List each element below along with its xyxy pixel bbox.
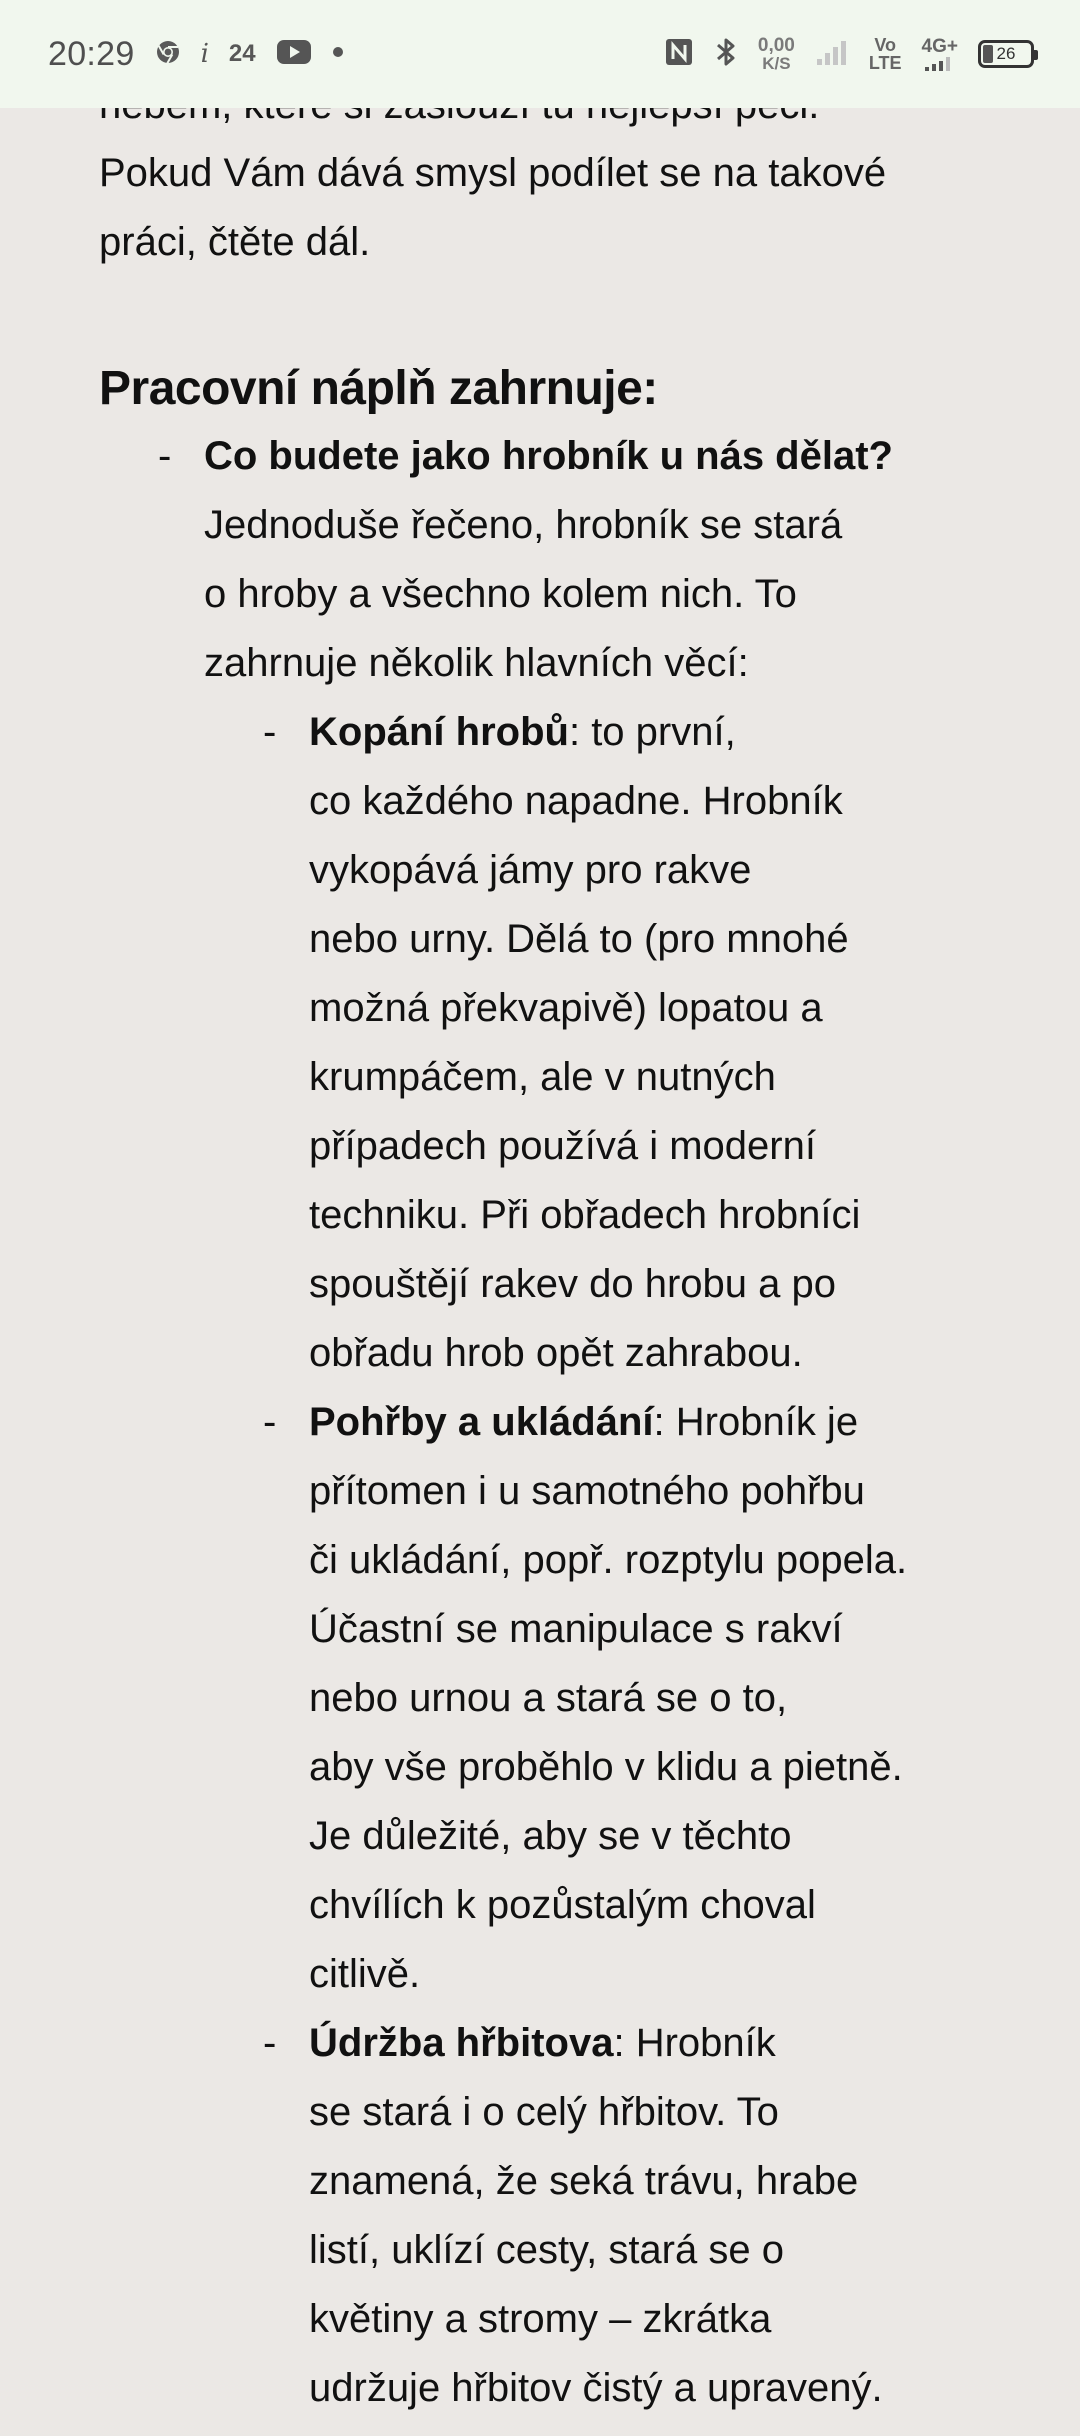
sub-list-item-text: : to první, — [568, 710, 736, 754]
dot-icon — [332, 45, 344, 63]
volte-indicator: Vo LTE — [868, 35, 902, 73]
sub-list-item-text: nebo urny. Dělá to (pro mnohé — [309, 917, 849, 961]
sub-list-item-first-line — [309, 1388, 858, 1457]
sub-list-item-text: : Hrobník je — [653, 1400, 859, 1444]
sub-list-item-title: Kopání hrobů — [309, 710, 569, 754]
sub-list-item-text: obřadu hrob opět zahrabou. — [309, 1331, 803, 1375]
intro-line: práci, čtěte dál. — [99, 220, 371, 264]
network-type: 4G+ — [922, 37, 958, 72]
section-heading: Pracovní náplň zahrnuje: — [99, 362, 658, 415]
signal-strength-icon — [923, 56, 957, 72]
battery-icon — [978, 40, 1034, 68]
list-item-title: Co budete jako hrobník u nás dělat? — [204, 434, 893, 478]
sub-list-item-text: či ukládání, popř. rozptylu popela. — [309, 1538, 908, 1582]
sub-list-item-title: Údržba hřbitova — [309, 2021, 614, 2065]
list-bullet: - — [158, 434, 172, 478]
sub-list-item-text: udržuje hřbitov čistý a upravený. — [309, 2366, 883, 2410]
list-item-text: zahrnuje několik hlavních věcí: — [204, 641, 749, 685]
notification-count: 24 — [228, 40, 256, 67]
sub-list-item-text: květiny a stromy – zkrátka — [309, 2297, 772, 2341]
sub-list-item-text: chvílích k pozůstalým choval — [309, 1883, 816, 1927]
status-left — [48, 35, 344, 74]
sub-list-item-text: vykopává jámy pro rakve — [309, 848, 752, 892]
status-time: 20:29 — [48, 34, 135, 73]
youtube-icon — [276, 39, 312, 70]
list-item-text: Jednoduše řečeno, hrobník se stará — [204, 503, 843, 547]
sub-list-item-text: možná překvapivě) lopatou a — [309, 986, 823, 1030]
sub-list-item-text: techniku. Při obřadech hrobníci — [309, 1193, 861, 1237]
nfc-icon — [664, 37, 694, 72]
sub-list-item-first-line — [309, 698, 736, 767]
sub-list-item-text: : Hrobník — [613, 2021, 776, 2065]
sub-list-bullet: - — [263, 2021, 277, 2065]
sub-list-bullet: - — [263, 710, 277, 754]
info-icon: i — [200, 39, 209, 69]
network-speed: 0,00 K/S — [757, 35, 795, 73]
sub-list-item-title: Pohřby a ukládání — [309, 1400, 654, 1444]
sub-list-item-text: citlivě. — [309, 1952, 421, 1996]
status-bar — [0, 0, 1080, 108]
signal-weak-icon — [815, 37, 849, 72]
sub-list-item-text: přítomen i u samotného pohřbu — [309, 1469, 865, 1513]
sub-list-item-text: spouštějí rakev do hrobu a po — [309, 1262, 837, 1306]
sub-list-item-text: se stará i o celý hřbitov. To — [309, 2090, 779, 2134]
intro-line: Pokud Vám dává smysl podílet se na takové — [99, 151, 887, 195]
sub-list-item-text: znamená, že seká trávu, hrabe — [309, 2159, 859, 2203]
status-right — [664, 36, 1034, 73]
chrome-icon — [155, 39, 181, 70]
sub-list-item-text: nebo urnou a stará se o to, — [309, 1676, 788, 1720]
list-item-text: o hroby a všechno kolem nich. To — [204, 572, 797, 616]
sub-list-item-first-line — [309, 2009, 776, 2078]
sub-list-item-text: co každého napadne. Hrobník — [309, 779, 843, 823]
sub-list-item-text: krumpáčem, ale v nutných — [309, 1055, 776, 1099]
sub-list-item-text: aby vše proběhlo v klidu a pietně. — [309, 1745, 903, 1789]
sub-list-item-text: listí, uklízí cesty, stará se o — [309, 2228, 784, 2272]
battery-level: 26 — [996, 44, 1016, 63]
sub-list-item-text: Je důležité, aby se v těchto — [309, 1814, 792, 1858]
sub-list-item-text: případech používá i moderní — [309, 1124, 816, 1168]
sub-list-bullet: - — [263, 1400, 277, 1444]
bluetooth-icon — [714, 36, 738, 73]
sub-list-item-text: Účastní se manipulace s rakví — [309, 1607, 843, 1651]
